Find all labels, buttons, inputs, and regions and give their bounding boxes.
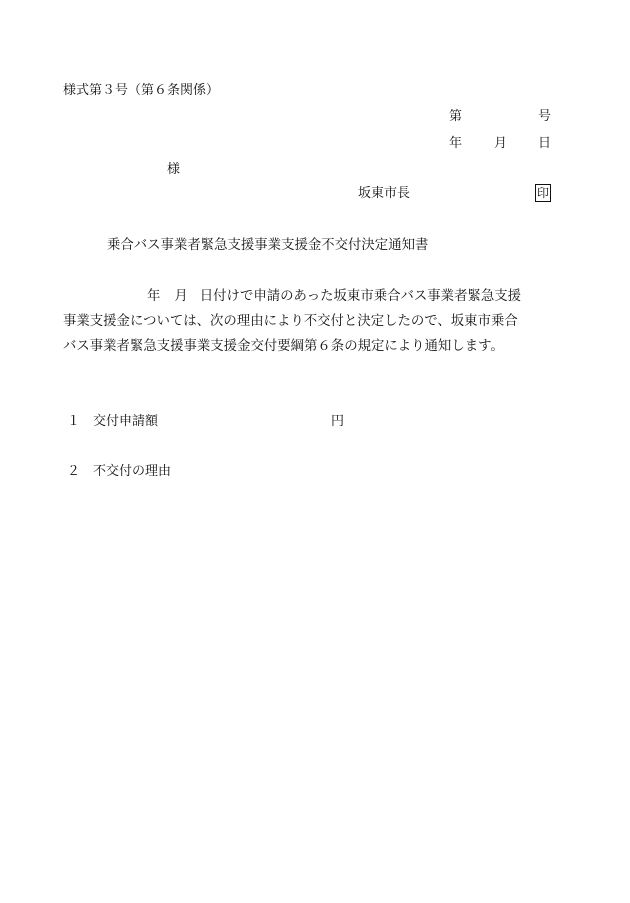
form-label: 様式第３号（第６条関係） — [63, 83, 220, 98]
date-year-label: 年 — [449, 136, 463, 151]
item-number-1: １ — [67, 414, 81, 429]
doc-number-prefix: 第 — [449, 109, 463, 124]
item-unit-yen: 円 — [331, 414, 345, 429]
body-line-2: 事業支援金については、次の理由により不交付と決定したので、坂東市乗合 — [63, 314, 518, 329]
item-number-2: ２ — [67, 464, 81, 479]
seal-mark: 印 — [537, 186, 550, 200]
body-line-1 — [63, 284, 583, 309]
date-day-label: 日 — [538, 136, 552, 151]
doc-number-suffix: 号 — [538, 109, 552, 124]
item-label-application-amount: 交付申請額 — [93, 414, 159, 429]
item-label-reason: 不交付の理由 — [93, 464, 172, 479]
body-line-1-text: 日付けで申請のあった坂東市乗合バス事業者緊急支援 — [199, 289, 522, 304]
body-line-3: バス事業者緊急支援事業支援金交付要綱第６条の規定により通知します。 — [63, 339, 504, 354]
body-month-label: 月 — [174, 289, 188, 304]
document-title: 乗合バス事業者緊急支援事業支援金不交付決定通知書 — [107, 238, 429, 253]
recipient-honorific: 様 — [167, 162, 181, 177]
issuer-name: 坂東市長 — [358, 186, 411, 201]
body-paragraph — [63, 284, 583, 359]
body-year-label: 年 — [147, 289, 161, 304]
date-month-label: 月 — [494, 136, 508, 151]
